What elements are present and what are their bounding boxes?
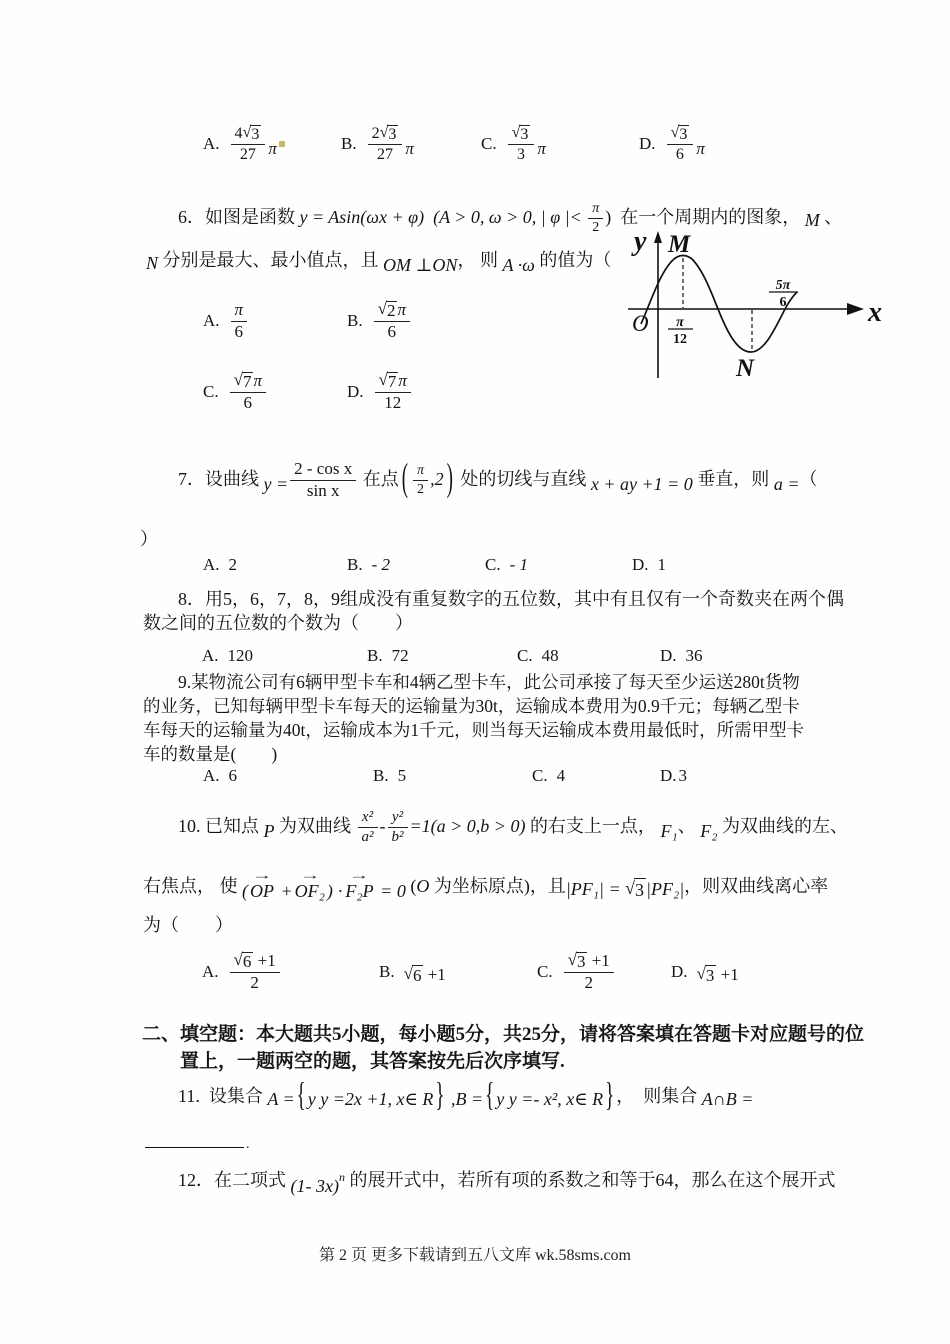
fraction [290,460,356,500]
pi-over-12-num: π [676,315,684,330]
fraction [508,125,535,164]
pi-symbol: π [268,139,277,158]
question-9-stem-line2 [143,694,800,718]
option-d [632,552,666,578]
stem-text: 右焦点， 使 [143,876,242,897]
stem-text: 7．设曲线 [178,469,264,490]
question-7-options-row [0,552,950,578]
option-a [203,764,237,788]
fraction [374,301,410,342]
stem-text: 12．在二项式 [178,1170,291,1191]
stem-text: 的右支上一点， [525,816,661,837]
point-N: N [146,253,159,274]
option-b [367,644,409,668]
page-footer [0,1242,950,1265]
fraction [667,125,694,164]
radicand: √ 6 [242,951,252,971]
a-equals: a = [773,474,800,495]
vector-text: F₂P [345,881,374,902]
denominator: 27 [368,144,403,163]
denominator: 6 [667,144,694,163]
pi-symbol: π [405,139,414,158]
option-value: 6 [228,766,238,785]
label-N: N [736,355,755,382]
stem-text: 8．用5，6，7，8，9组成没有重复数字的五位数，其中有且仅有一个奇数夹在两个偶 [178,589,844,610]
abs-PF1: |PF₁| = [565,879,626,900]
fraction [564,952,614,993]
option-value: 72 [391,646,409,665]
question-12-stem [178,1160,835,1202]
big-paren-left: ( [401,456,409,500]
fraction [375,372,411,413]
brace-left: { [296,1076,306,1115]
five-pi-over-6-den: 6 [779,295,787,310]
option-a [203,552,237,578]
denominator: 27 [231,144,266,163]
radicand: √ 2 [386,300,396,320]
option-a [202,644,253,668]
five-pi-over-6-num: 5π [775,278,791,293]
option-label: C. [203,382,219,401]
radicand: √ 6 [412,965,422,985]
radical [568,952,588,971]
vector-text: OF₂ [294,881,325,902]
stem-text: 为坐标原点)，且 [429,876,566,897]
option-a [203,294,249,348]
condition: (a > 0,b > 0) [430,816,526,837]
fraction [388,809,408,844]
numerator: π [592,201,600,217]
option-b [347,552,390,578]
intersection-expression: A∩B = [701,1089,754,1110]
brace-right: } [435,1076,445,1115]
fraction [230,952,280,993]
question-8-stem-line2 [143,612,413,636]
stem-text: ， 则集合 [616,1086,702,1107]
brace-right: } [605,1076,615,1115]
stem-text: 、 [819,207,843,228]
option-label: D. [632,555,649,574]
question-10-stem-line2 [143,864,828,910]
stem-text: 在点 [358,469,399,490]
comma: , [446,1089,456,1110]
abs-PF2: |PF₂| [646,879,685,900]
set-A-equals: A = [267,1089,295,1110]
option-value: 36 [685,646,703,665]
radical [697,965,717,986]
label-y-axis: y [634,228,647,257]
plus-sign: + [276,881,293,902]
stem-text: ) 在一个周期内的图象， [605,207,805,228]
section-2-header-line2 [180,1049,565,1075]
radicand: √ 3 [576,951,586,971]
question-10-stem-line1 [178,798,848,856]
set-A-definition: y y =2x +1, x∈ R [307,1089,434,1110]
radical [512,125,531,143]
question-10-stem-line3 [143,914,233,938]
radical [378,301,398,320]
radical [234,372,254,391]
denominator: a² [358,827,378,845]
stem-text: 为双曲线的左、 [717,816,848,837]
radicand: √ 3 [388,125,397,143]
set-B-equals: B = [455,1089,484,1110]
y-equals: y = [263,474,289,495]
section-header-text: 二、填空题：本大题共5小题，每小题5分，共25分，请将答案填在答题卡对应题号的位 [142,1023,865,1045]
option-value: 4 [556,766,566,785]
option-label: C. [537,962,553,981]
vector-F2P [345,868,374,903]
option-d [639,118,705,170]
radical [625,878,646,902]
option-value: 5 [397,766,407,785]
numerator: x² [361,809,374,826]
question-7-stem [178,444,817,516]
stem-text: （ [799,469,818,490]
equals-one: =1 [409,816,431,837]
option-label: B. [341,134,357,153]
question-9-options-row [0,764,950,788]
fraction [368,125,403,164]
radical [671,125,690,143]
stem-text: 6．如图是函数 [178,207,300,228]
option-label: A. [203,555,220,574]
value-rest: +1 [716,964,739,984]
answer-blank-period [246,1138,250,1152]
stem-text: 11. 设集合 [178,1086,268,1107]
stem-text: 数之间的五位数的个数为（ ） [143,613,413,634]
option-label: D. [671,962,688,981]
pi-symbol: π [397,299,406,319]
radical [379,372,399,391]
answer-blank-line [145,1131,244,1148]
option-label: B. [347,311,363,330]
stem-text: 的业务，已知每辆甲型卡车每天的运输量为30t，运输成本费用为0.9千元；每辆乙型卡 [143,695,800,716]
question-8-stem-line1 [178,588,844,612]
y-axis-arrow-icon [654,231,662,243]
stem-text: 车的数量是( ) [143,743,278,764]
fraction [231,125,266,164]
denominator: 12 [375,392,411,412]
denominator: 2 [588,218,603,235]
question-8-options-row [0,644,950,668]
option-label: B. [373,766,389,785]
question-11-stem [178,1076,753,1118]
stem-text: 的展开式中，若所有项的系数之和等于64，那么在这个展开式 [344,1170,836,1191]
line-equation: x + ay +1 = 0 [590,474,693,495]
option-a [203,118,277,170]
option-label: D. [639,134,656,153]
fraction [358,809,378,844]
radicand: √ 3 [251,125,260,143]
section-header-text: 置上，一题两空的题，其答案按先后次序填写. [180,1050,565,1072]
option-label: B. [347,555,363,574]
A-omega: A ·ω [502,255,535,276]
option-value: 1 [657,555,667,574]
option-label: C. [517,646,533,665]
option-label: A. [202,962,219,981]
stem-text: 处的切线与直线 [455,469,591,490]
vector-text: OP [250,881,274,902]
stem-text: 为双曲线 [274,816,356,837]
option-label: C. [532,766,548,785]
vector-arrow-icon: → [251,868,273,883]
big-paren-right: ) [446,456,453,500]
stem-text: ） [140,529,158,550]
option-label: A. [203,766,220,785]
period: . [246,1136,250,1152]
label-M: M [668,231,691,258]
denominator: 2 [413,480,428,497]
question-6-stem-line2 [146,246,611,276]
option-label: B. [367,646,383,665]
option-b [379,944,446,1000]
question-6-options-row1 [0,294,950,348]
option-label: C. [481,134,497,153]
fraction [588,201,603,234]
option-label: A. [203,134,220,153]
option-value: - 2 [371,555,391,574]
option-value: 120 [227,646,254,665]
vector-arrow-icon: → [349,868,370,883]
option-label: D. [660,766,677,785]
radicand: √ 3 [634,878,646,902]
stem-text: 垂直，则 [692,469,774,490]
option-b [341,118,414,170]
numerator-coeff: 4 [234,124,243,142]
radicand: √ 7 [242,371,252,391]
label-x-axis: x [868,297,882,328]
numerator-rest: +1 [253,950,276,970]
denominator: sin x [290,480,356,500]
option-label: A. [203,311,220,330]
pi-over-12-den: 12 [673,332,687,347]
question-5-options-row [0,118,950,170]
vector-OP [250,868,274,903]
radical [243,125,262,143]
option-label: D. [347,382,364,401]
stem-text: 9.某物流公司有6辆甲型卡车和4辆乙型卡车，此公司承接了每天至少运送280t货物 [178,671,800,692]
numerator: 2 - cos x [294,459,353,479]
vector-arrow-icon: → [299,868,320,883]
stem-text: 、 [677,816,701,837]
stem-text: 10. 已知点 [178,816,264,837]
perpendicular-condition: OM ⊥ON [383,255,458,276]
label-origin: O [632,311,649,336]
denominator: 6 [231,321,248,341]
question-6-options-row2 [0,364,950,420]
function-formula: y = Asin(ωx + φ) (A > 0, ω > 0, | φ |< [299,207,587,228]
question-9-stem-line3 [143,718,804,742]
dot-product: · [332,881,344,902]
origin-O: O [416,876,430,897]
stem-text: ， 则 [457,250,503,271]
value-rest: +1 [423,964,446,984]
binomial-exponent: n [338,1169,345,1184]
minus-sign: - [379,816,386,837]
pi-symbol: π [696,139,705,158]
focus-F1: F₁ [660,821,678,842]
numerator: π [417,463,425,479]
radicand: √ 3 [520,125,529,143]
fraction [231,301,248,341]
pi-symbol: π [398,370,407,390]
paren-right: ) [326,881,333,902]
option-value: 48 [541,646,559,665]
point-M: M [804,210,820,231]
numerator-coeff: 2 [371,124,380,142]
option-b [347,294,412,348]
option-value: 2 [228,555,238,574]
radicand: √ 3 [679,125,688,143]
radical [404,965,424,986]
fraction [230,372,266,413]
option-a [202,944,282,1000]
option-label: C. [485,555,501,574]
radicand: √ 3 [705,965,715,985]
radical [234,952,254,971]
option-d [671,944,739,1000]
set-B-definition: y y =- x², x∈ R [496,1089,604,1110]
denominator: 2 [230,972,280,992]
vector-OF2 [294,868,325,903]
point-y-coord: ,2 [430,469,444,490]
option-c [481,118,546,170]
radical [380,125,399,143]
numerator-rest: +1 [587,950,610,970]
stem-text: 的值为（ [534,250,612,271]
paren-left: ( [242,881,248,902]
stem-text: 车每天的运输量为40t，运输成本为1千元，则当每天运输成本费用最低时，所需甲型卡 [143,719,805,740]
brace-left: { [485,1076,495,1115]
option-label: A. [202,646,219,665]
question-9-stem-line1 [178,670,800,694]
denominator: b² [388,827,408,845]
option-c [203,364,268,420]
pi-symbol: π [253,370,262,390]
denominator: 3 [508,144,535,163]
question-7-close-paren [140,528,158,552]
option-c [485,552,528,578]
option-label: D. [660,646,677,665]
equals-zero: = 0 [375,881,406,902]
question-10-options-row [0,944,950,1000]
stem-text: ，则双曲线离心率 [684,876,829,897]
option-c [532,764,565,788]
option-d [660,644,703,668]
pi-symbol: π [537,139,546,158]
option-value: - 1 [509,555,529,574]
denominator: 2 [564,972,614,992]
binomial-base: (1- 3x) [290,1175,339,1196]
option-b [373,764,406,788]
option-c [537,944,616,1000]
focus-F2: F₂ [700,821,718,842]
point-P: P [263,821,275,842]
denominator: 6 [374,321,410,341]
stem-text: ( [405,876,417,897]
option-d [660,764,687,788]
denominator: 6 [230,392,266,412]
section-2-header-line1 [142,1022,864,1048]
stem-text: 分别是最大、最小值点，且 [158,250,384,271]
footer-text: 第 2 页 更多下载请到五八文库 wk.58sms.com [318,1247,631,1264]
radicand: √ 7 [387,371,397,391]
option-value: 3 [678,766,688,785]
question-9-stem-line4 [143,742,277,766]
option-label: B. [379,962,395,981]
option-d [347,364,413,420]
option-c [517,644,559,668]
stem-text: 为（ ） [143,915,233,936]
numerator: π [234,300,244,320]
fraction [413,463,428,496]
numerator: y² [391,809,404,826]
